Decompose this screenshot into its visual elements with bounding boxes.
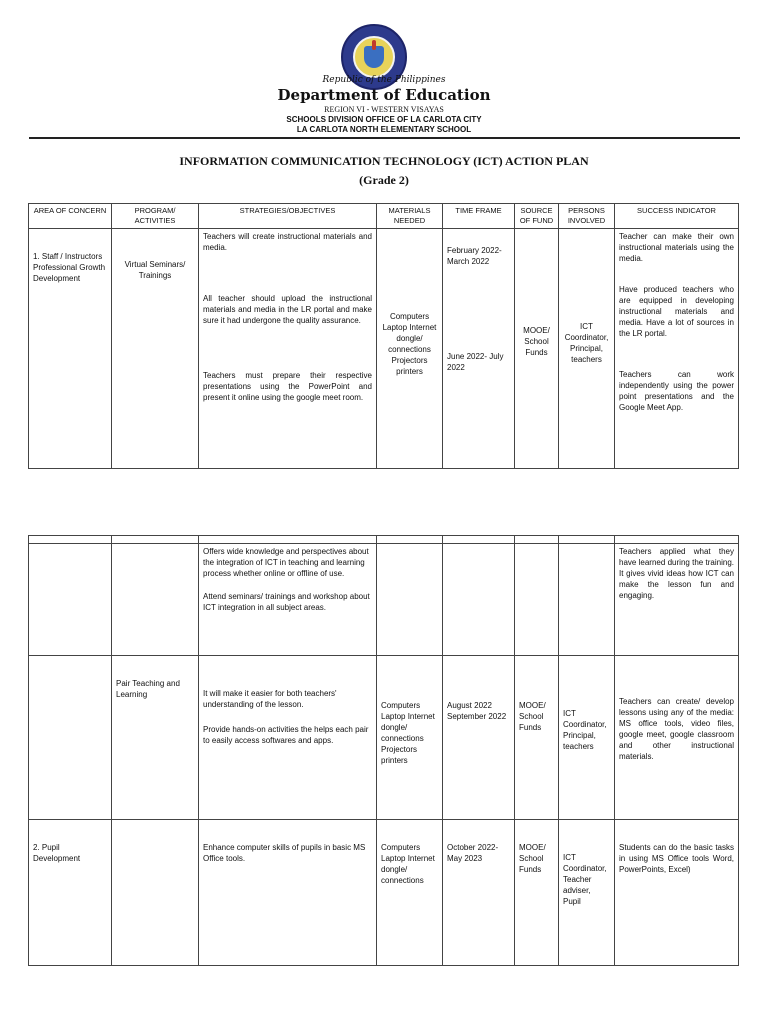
indicator-text: Have produced teachers who are equipped in developing instructional materials and media. Have a lot of sources in the LR portal. — [619, 285, 734, 338]
header-divider — [29, 137, 740, 139]
col-header-persons: PERSONS INVOLVED — [559, 204, 615, 229]
fund-text: MOOE/ School Funds — [519, 701, 546, 732]
col-header-strategies: STRATEGIES/OBJECTIVES — [199, 204, 377, 229]
header-department: Department of Education — [277, 86, 491, 104]
time-frame-text: August 2022 September 2022 — [447, 701, 507, 721]
cell-source-fund — [515, 544, 559, 656]
cell-source-fund — [515, 820, 559, 966]
persons-text: ICT Coordinator, Teacher adviser, Pupil — [563, 853, 607, 906]
persons-text: ICT Coordinator, Principal, teachers — [564, 322, 609, 364]
cell-time-frame — [443, 820, 515, 966]
page-title: INFORMATION COMMUNICATION TECHNOLOGY (ICT) ACTION PLAN — [179, 154, 589, 168]
cell-materials — [377, 544, 443, 656]
cell-success-indicator — [615, 656, 739, 820]
cell-persons — [559, 544, 615, 656]
table-header-row — [29, 204, 739, 229]
cell-strategies — [199, 656, 377, 820]
cell-area — [29, 820, 112, 966]
table-row — [29, 229, 739, 469]
cell-strategies — [199, 820, 377, 966]
cell-source-fund — [515, 229, 559, 469]
seal-torch-icon — [372, 40, 376, 50]
program-text: Pair Teaching and Learning — [116, 679, 180, 699]
cell-strategies — [199, 544, 377, 656]
indicator-text: Teachers applied what they have learned during the training. It gives vivid ideas how ICT can make the lesson fun and engaging. — [619, 547, 734, 600]
col-header-success-indicator: SUCCESS INDICATOR — [615, 204, 739, 229]
col-header-materials: MATERIALS NEEDED — [377, 204, 443, 229]
col-header-area: AREA OF CONCERN — [29, 204, 112, 229]
cell-program — [112, 820, 199, 966]
indicator-text: Teachers can create/ develop lessons using any of the media: MS office tools, video files, google meet, google classroom and other instructional materials. — [619, 697, 734, 761]
time-frame-text: October 2022- May 2023 — [447, 843, 499, 863]
action-plan-table-part-1 — [28, 203, 739, 469]
table-header-row — [29, 536, 739, 544]
cell-area — [29, 229, 112, 469]
strategy-text: Attend seminars/ trainings and workshop about ICT integration in all subject areas. — [203, 592, 370, 612]
cell-program — [112, 656, 199, 820]
seal-inner-ring — [353, 36, 395, 78]
header-school: LA CARLOTA NORTH ELEMENTARY SCHOOL — [296, 125, 472, 134]
fund-text: MOOE/ School Funds — [523, 326, 550, 357]
indicator-text: Teacher can make their own instructional materials using the media. — [619, 232, 734, 263]
cell-area — [29, 656, 112, 820]
cell-materials — [377, 656, 443, 820]
cell-time-frame — [443, 656, 515, 820]
area-text: 1. Staff / Instructors Professional Growth Development — [33, 252, 106, 283]
fund-text: MOOE/ School Funds — [519, 843, 546, 874]
header-division: SCHOOLS DIVISION OFFICE OF LA CARLOTA CITY — [286, 115, 482, 124]
strategy-text: It will make it easier for both teachers' understanding of the lesson. — [203, 689, 337, 709]
col-header-program: PROGRAM/ ACTIVITIES — [112, 204, 199, 229]
strategy-text: Provide hands-on activities the helps each pair to easily access softwares and apps. — [203, 725, 369, 745]
cell-persons — [559, 229, 615, 469]
cell-success-indicator — [615, 820, 739, 966]
area-text: 2. Pupil Development — [33, 843, 81, 863]
table-row — [29, 544, 739, 656]
table-row — [29, 820, 739, 966]
time-frame-text: June 2022- July 2022 — [447, 352, 504, 372]
cell-materials — [377, 820, 443, 966]
cell-program — [112, 229, 199, 469]
header-republic: Republic of the Philippines — [322, 75, 446, 85]
col-header-time-frame: TIME FRAME — [443, 204, 515, 229]
cell-program — [112, 544, 199, 656]
indicator-text: Students can do the basic tasks in using MS Office tools Word, PowerPoints, Excel) — [619, 843, 734, 874]
cell-source-fund — [515, 656, 559, 820]
materials-text: Computers Laptop Internet dongle/ connections Projectors printers — [381, 701, 435, 765]
col-header-source-fund: SOURCE OF FUND — [515, 204, 559, 229]
indicator-text: Teachers can work independently using the power point presentations and the Google Meet App. — [619, 370, 734, 412]
materials-text: Computers Laptop Internet dongle/ connections — [381, 843, 435, 885]
table-row — [29, 656, 739, 820]
cell-persons — [559, 820, 615, 966]
strategy-text: Offers wide knowledge and perspectives about the integration of ICT in teaching and learning process whether online or offline of use. — [203, 547, 369, 578]
strategy-text: Teachers will create instructional materials and media. — [203, 232, 372, 252]
cell-time-frame — [443, 544, 515, 656]
strategy-text: Enhance computer skills of pupils in basic MS Office tools. — [203, 843, 366, 863]
cell-persons — [559, 656, 615, 820]
strategy-text: All teacher should upload the instructional materials and media in the LR portal and make sure it had undergone the quality assurance. — [203, 294, 372, 325]
page-subtitle: (Grade 2) — [359, 173, 409, 187]
cell-success-indicator — [615, 544, 739, 656]
persons-text: ICT Coordinator, Principal, teachers — [563, 709, 607, 751]
cell-strategies — [199, 229, 377, 469]
cell-materials — [377, 229, 443, 469]
cell-area — [29, 544, 112, 656]
action-plan-table-part-2 — [28, 535, 739, 966]
program-text: Virtual Seminars/ Trainings — [124, 260, 186, 280]
time-frame-text: February 2022- March 2022 — [447, 246, 502, 266]
cell-time-frame — [443, 229, 515, 469]
header-region: REGION VI - WESTERN VISAYAS — [324, 105, 444, 114]
cell-success-indicator — [615, 229, 739, 469]
strategy-text: Teachers must prepare their respective presentations using the PowerPoint and present it online using the google meet room. — [203, 371, 372, 402]
materials-text: Computers Laptop Internet dongle/ connections Projectors printers — [382, 312, 437, 376]
